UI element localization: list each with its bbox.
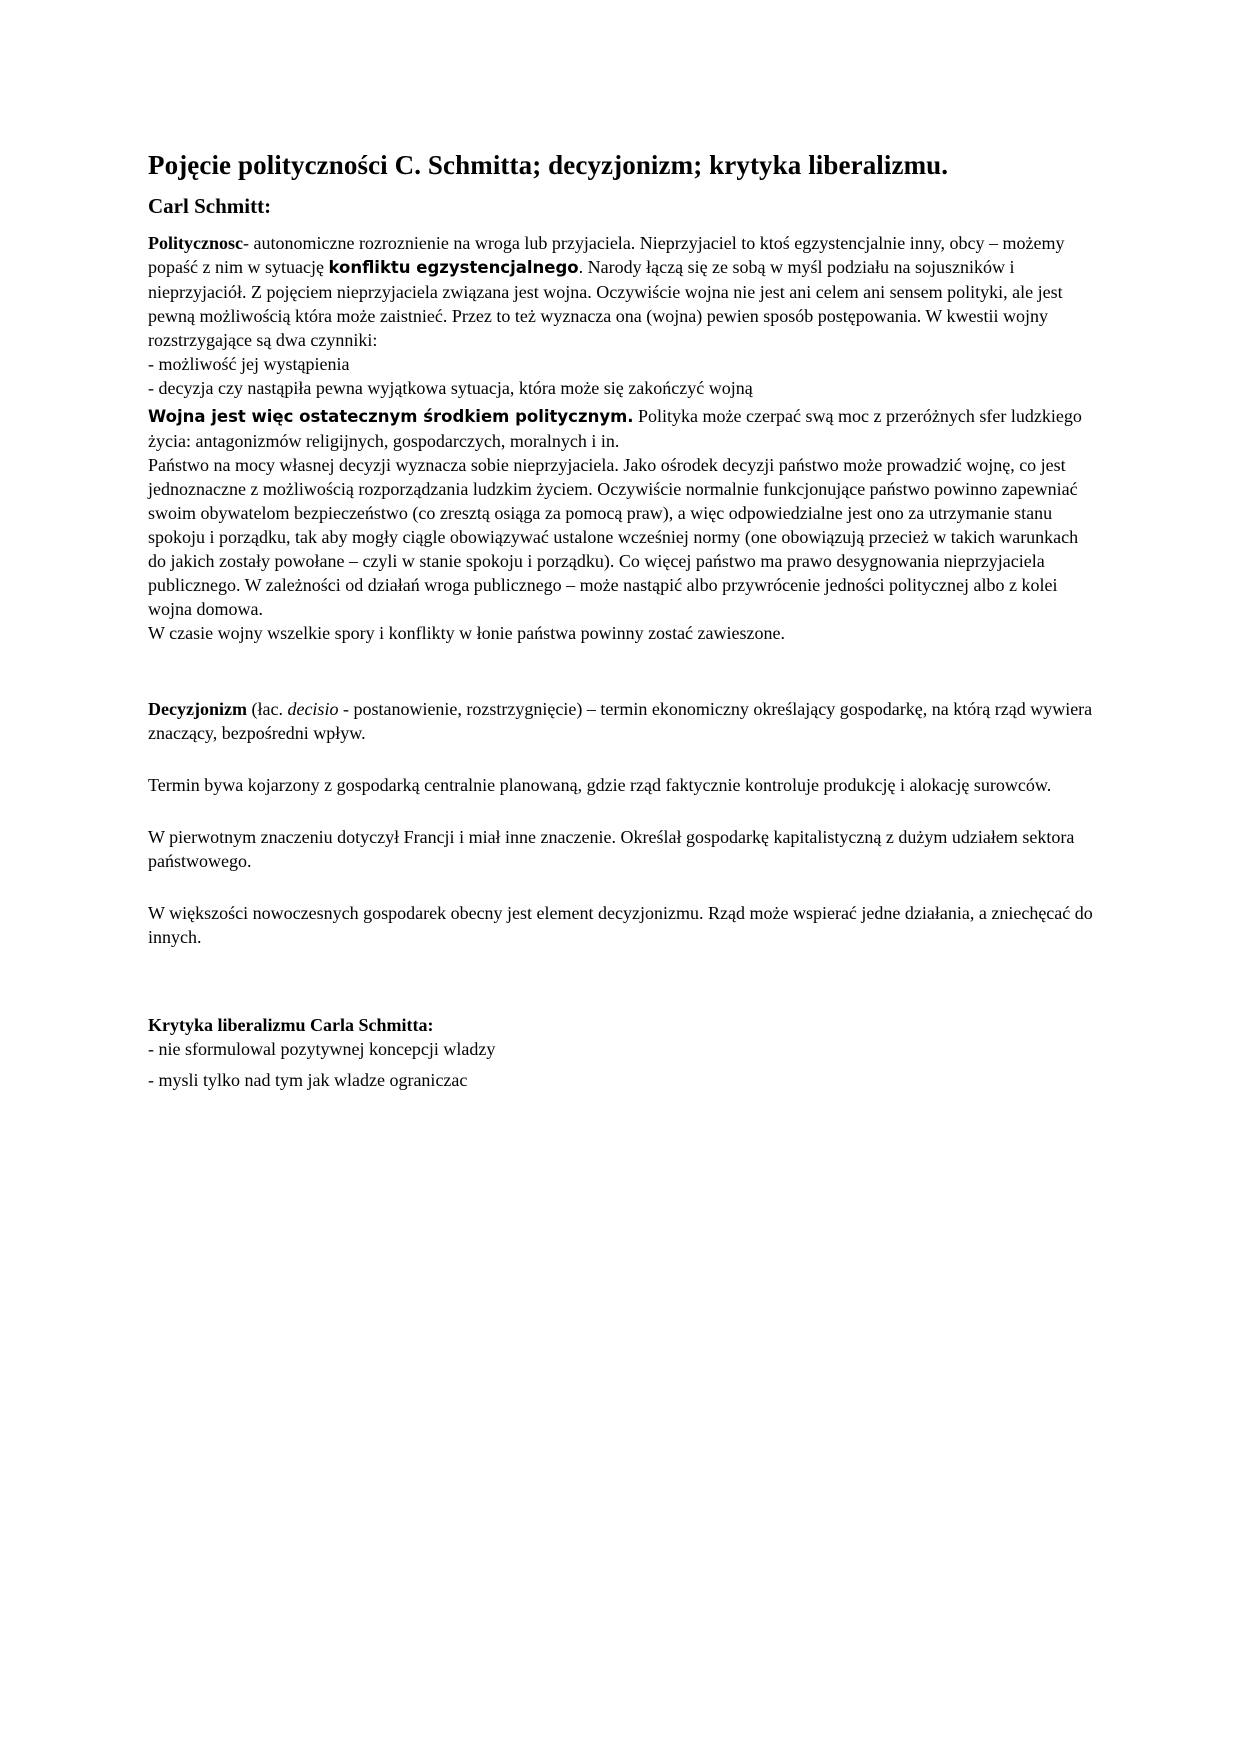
- politycznosc-emphasis: konfliktu egzystencjalnego: [328, 258, 579, 277]
- decyzjonizm-text-1: (łac.: [246, 699, 288, 719]
- politycznosc-text-2: . Narody łączą się ze sobą w myśl podziału na sojuszników i nieprzyjaciół. Z pojęciem nieprzyjaciela związana jest wojna. Oczywiście wojna nie jest ani celem ani sensem polityki, ale jest pewną możliwością która może zaistnieć. Przez to też wyznacza ona (wojna) pewien sposób postępowania. W kwestii wojny rozstrzygające są dwa czynniki:: [148, 257, 1063, 350]
- document-title: Pojęcie polityczności C. Schmitta; decyzjonizm; krytyka liberalizmu.: [148, 150, 949, 180]
- factor-item-1: - możliwość jej wystąpienia: [148, 354, 350, 374]
- krytyka-item-1: - nie sformulowal pozytywnej koncepcji wladzy: [148, 1039, 496, 1059]
- politycznosc-paragraph: [148, 231, 1098, 400]
- politycznosc-term: Politycznosc: [148, 233, 243, 253]
- document-page: [148, 148, 1098, 1092]
- war-lead: Wojna jest więc ostatecznym środkiem politycznym.: [148, 407, 634, 426]
- state-paragraph: Państwo na mocy własnej decyzji wyznacza sobie nieprzyjaciela. Jako ośrodek decyzji państwo może prowadzić wojnę, co jest jednoznaczne z możliwością rozporządzania ludzkim życiem. Oczywiście normalnie funkcjonujące państwo powinno zapewniać swoim obywatelom bezpieczeństwo (co zresztą osiąga za pomocą praw), a więc odpowiedzialne jest ono za utrzymanie stanu spokoju i porządku, tak aby mogły ciągle obowiązywać ustalone wcześniej normy (one obowiązują przecież w takich warunkach do jakich zostały powołane – czyli w stanie spokoju i porządku). Co więcej państwo ma prawo desygnowania nieprzyjaciela publicznego. W zależności od działań wroga publicznego – może nastąpić albo przywrócenie jedności politycznej albo z kolei wojna domowa.: [148, 455, 1079, 619]
- decyzjonizm-paragraph: [148, 697, 1098, 745]
- decyzjonizm-paragraph-4: W większości nowoczesnych gospodarek obecny jest element decyzjonizmu. Rząd może wspierać jedne działania, a zniechęcać do innych.: [148, 903, 1093, 947]
- krytyka-item-2: - mysli tylko nad tym jak wladze ograniczac: [148, 1070, 468, 1090]
- krytyka-heading: Krytyka liberalizmu Carla Schmitta:: [148, 1015, 434, 1035]
- section-heading-carl-schmitt: Carl Schmitt:: [148, 194, 272, 218]
- decyzjonizm-paragraph-2: Termin bywa kojarzony z gospodarką centralnie planowaną, gdzie rząd faktycznie kontroluje produkcję i alokację surowców.: [148, 775, 1052, 795]
- decyzjonizm-term: Decyzjonizm: [148, 699, 247, 719]
- war-closing: W czasie wojny wszelkie spory i konflikty w łonie państwa powinny zostać zawieszone.: [148, 623, 785, 643]
- war-paragraph: [148, 404, 1098, 645]
- krytyka-section: [148, 1013, 1098, 1092]
- politycznosc-text-1: - autonomiczne rozroznienie na wroga lub przyjaciela. Nieprzyjaciel to ktoś egzystencjalnie inny, obcy – możemy popaść z nim w sytuację: [148, 233, 1065, 277]
- decyzjonizm-latin: decisio: [287, 699, 339, 719]
- factor-item-2: - decyzja czy nastąpiła pewna wyjątkowa sytuacja, która może się zakończyć wojną: [148, 378, 753, 398]
- decyzjonizm-text-2: - postanowienie, rozstrzygnięcie) – termin ekonomiczny określający gospodarkę, na którą rząd wywiera znaczący, bezpośredni wpływ.: [148, 699, 1093, 743]
- decyzjonizm-paragraph-3: W pierwotnym znaczeniu dotyczył Francji i miał inne znaczenie. Określał gospodarkę kapitalistyczną z dużym udziałem sektora państwowego.: [148, 827, 1075, 871]
- war-text: Polityka może czerpać swą moc z przeróżnych sfer ludzkiego życia: antagonizmów religijnych, gospodarczych, moralnych i in.: [148, 406, 1082, 451]
